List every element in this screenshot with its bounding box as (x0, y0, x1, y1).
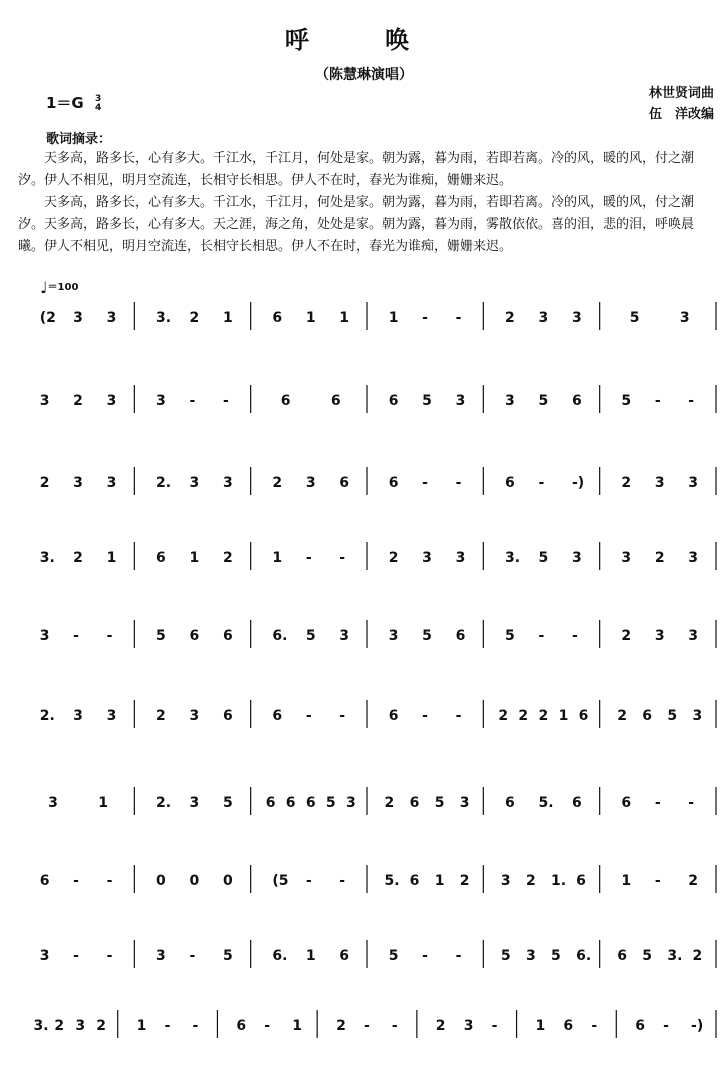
score-note: 2 (54, 1018, 65, 1034)
score-note: 5 (505, 628, 515, 644)
score-note: 3 (106, 708, 117, 724)
score-note: 5 (222, 948, 233, 964)
score-note: 1 (558, 708, 569, 724)
score-note: 6 (222, 628, 233, 644)
score-note: 5 (538, 393, 549, 409)
score-note: 5 (422, 393, 432, 409)
score-note: 5 (388, 948, 399, 964)
score-row (33, 1010, 716, 1038)
score-note: 6. (272, 628, 288, 644)
score-note: 6 (563, 1018, 574, 1034)
score-note: 6. (272, 948, 288, 964)
score-note: 3 (688, 550, 699, 566)
score-note: 1. (551, 873, 567, 889)
score-note: 3 (388, 628, 399, 644)
score-note: - (222, 393, 229, 409)
score-note: 6 (272, 708, 283, 724)
score-note: (5 (272, 873, 289, 889)
score-note: 6 (617, 948, 627, 964)
score-row (48, 787, 716, 815)
score-row (40, 865, 716, 893)
score-note: - (455, 948, 462, 964)
score-note: 6 (272, 310, 283, 326)
score-note: 5 (621, 393, 632, 409)
score-note: 3. (667, 948, 683, 964)
score-note: 5 (551, 948, 561, 964)
score-note: 2 (617, 708, 627, 724)
score-note: 2 (692, 948, 703, 964)
score-note: 5 (325, 795, 336, 811)
score-note: 5 (305, 628, 316, 644)
score-note: 6. (576, 948, 592, 964)
score-note: 2 (518, 708, 529, 724)
score-note: 6 (635, 1018, 645, 1034)
score-note: 6 (576, 873, 586, 889)
score-note: 2 (435, 1018, 446, 1034)
score-note: 2 (505, 310, 515, 326)
score-note: 2 (336, 1018, 346, 1034)
score-note: 3 (345, 795, 356, 811)
lyrics-label: 歌词摘录： (46, 132, 112, 147)
score-note: 3. (33, 1018, 49, 1034)
score-note: 2 (189, 310, 200, 326)
score-note: 1 (305, 310, 316, 326)
score-note: - (654, 873, 661, 889)
score-note: 6 (505, 475, 515, 491)
score-row (40, 542, 716, 570)
tempo-value: ＝100 (47, 282, 79, 293)
score-note: 3 (106, 393, 117, 409)
score-note: 3 (459, 795, 470, 811)
score-note: 6 (505, 795, 515, 811)
score-note: 3 (189, 708, 200, 724)
score-note: 3 (106, 310, 117, 326)
score-note: 3 (39, 948, 50, 964)
score-note: - (422, 310, 428, 326)
score-note: 3 (73, 310, 83, 326)
score-note: 3 (222, 475, 233, 491)
score-row (40, 467, 716, 495)
score-note: 6 (571, 795, 582, 811)
score-note: - (189, 948, 196, 964)
score-note: 5 (538, 550, 549, 566)
score-note: 3 (571, 550, 582, 566)
score-note: 5 (642, 948, 653, 964)
score-note: 3 (455, 550, 466, 566)
score-note: - (339, 708, 346, 724)
score-note: - (364, 1018, 370, 1034)
score-note: 5 (156, 628, 166, 644)
score-note: 1 (136, 1018, 147, 1034)
score-note: 6 (39, 873, 50, 889)
score-note: 6 (156, 550, 166, 566)
score-note: 1 (621, 873, 632, 889)
score-note: 5. (538, 795, 554, 811)
score-note: 3 (463, 1018, 474, 1034)
score-note: 2 (272, 475, 283, 491)
score-note: 3 (455, 393, 466, 409)
score-note: -) (571, 475, 585, 491)
score-note: 6 (409, 873, 420, 889)
page-title: 呼 唤 (284, 25, 444, 54)
quarter-note-icon: ♩ (40, 278, 48, 297)
score-note: 1 (388, 310, 399, 326)
score-note: 3 (621, 550, 632, 566)
score-row (40, 302, 716, 330)
score-note: 3 (538, 310, 549, 326)
score-note: - (455, 475, 462, 491)
score-note: - (491, 1018, 498, 1034)
score-note: 3 (688, 628, 699, 644)
score-row (40, 385, 716, 413)
score-note: 5 (667, 708, 678, 724)
score-note: - (73, 628, 79, 644)
score-note: 1 (98, 795, 108, 811)
score-note: - (73, 948, 79, 964)
score-note: 5 (222, 795, 233, 811)
score-note: 2 (459, 873, 470, 889)
score-note: 3. (39, 550, 55, 566)
score-note: 3 (571, 310, 582, 326)
score-note: 3 (75, 1018, 86, 1034)
score-note: - (422, 948, 428, 964)
score-note: 6 (339, 948, 350, 964)
score-note: 3 (189, 475, 200, 491)
score-note: 2 (222, 550, 233, 566)
score-note: 0 (156, 873, 166, 889)
score-note: - (571, 628, 578, 644)
score-note: - (189, 393, 196, 409)
score-note: - (538, 628, 545, 644)
score-note: 6 (305, 795, 316, 811)
score-note: - (591, 1018, 598, 1034)
score-note: 5. (384, 873, 400, 889)
score-note: 1 (222, 310, 233, 326)
score-note: 2 (73, 550, 83, 566)
score-note: 6 (330, 393, 341, 409)
score-note: 3. (156, 310, 172, 326)
subtitle: （陈慧琳演唱） (315, 67, 413, 83)
score-note: 3 (156, 393, 166, 409)
score-note: - (192, 1018, 199, 1034)
score-note: 3 (688, 475, 699, 491)
score-note: - (422, 475, 428, 491)
score-note: 1 (292, 1018, 302, 1034)
score-note: 6 (236, 1018, 247, 1034)
score-note: 3 (654, 628, 665, 644)
score-note: -) (691, 1018, 704, 1034)
score-note: 6 (189, 628, 200, 644)
score-note: 6 (280, 393, 291, 409)
score-note: - (106, 628, 113, 644)
score-note: - (305, 873, 312, 889)
score-note: 3 (339, 628, 350, 644)
score-note: 2 (498, 708, 509, 724)
score-note: - (455, 310, 462, 326)
score-note: 3 (73, 475, 83, 491)
score-note: 6 (621, 795, 632, 811)
score-note: 6 (409, 795, 420, 811)
score-note: 0 (222, 873, 233, 889)
score-note: 2 (621, 475, 632, 491)
score-note: 3 (500, 873, 511, 889)
score-note: 2 (525, 873, 536, 889)
key-label: 1＝G (46, 94, 84, 112)
score-note: 3 (305, 475, 316, 491)
score-note: 2. (156, 795, 172, 811)
score-note: - (688, 795, 695, 811)
score-note: 6 (222, 708, 233, 724)
score-note: - (264, 1018, 271, 1034)
score-note: - (164, 1018, 171, 1034)
score-note: - (538, 475, 545, 491)
score-note: 5 (422, 628, 432, 644)
score-note: 2 (688, 873, 699, 889)
score-note: 6 (388, 475, 399, 491)
score-note: - (339, 550, 346, 566)
credit-lyrics-music: 林世贤词曲 (648, 86, 714, 101)
lyrics-paragraph-2: 天多高，路多长，心有多大。千江水，千江月，何处是家。朝为露，暮为雨，若即若离。冷的风，暖的风，付之潮汐。天多高，路多长，心有多大。天之涯，海之角，处处是家。朝为露，暮为雨，雾散依依。喜的泪，悲的泪，呼唤晨曦。伊人不相见，明月空流连，长相守长相思。伊人不在时，春光为谁痴，姗姗来迟。 (18, 195, 695, 254)
score-note: - (73, 873, 79, 889)
score-note: 2 (73, 393, 83, 409)
score-row (40, 700, 716, 728)
score-note: - (305, 550, 312, 566)
score-note: 2. (39, 708, 55, 724)
score-note: 1 (106, 550, 117, 566)
score-row (40, 940, 716, 968)
score-note: - (305, 708, 312, 724)
score-note: 2. (156, 475, 172, 491)
score-note: 3 (39, 628, 50, 644)
score-note: 6 (388, 393, 399, 409)
score-note: 2 (388, 550, 399, 566)
score-note: 5 (500, 948, 511, 964)
score-note: 1 (305, 948, 316, 964)
score-row (40, 620, 716, 648)
score-note: 3 (48, 795, 58, 811)
score-note: - (422, 708, 428, 724)
score-note: - (106, 948, 113, 964)
score-note: - (688, 393, 695, 409)
score-note: 3 (525, 948, 536, 964)
score-note: 3 (106, 475, 117, 491)
score-note: 3 (505, 393, 515, 409)
score-note: 1 (535, 1018, 546, 1034)
time-top: 3 (94, 93, 102, 104)
score-note: 5 (434, 795, 445, 811)
score-note: 6 (265, 795, 276, 811)
score-note: 0 (189, 873, 200, 889)
score-note: - (339, 873, 346, 889)
score-note: 5 (629, 310, 640, 326)
score-note: 6 (339, 475, 350, 491)
score-note: 3 (692, 708, 703, 724)
score-note: - (663, 1018, 669, 1034)
score-note: 6 (388, 708, 399, 724)
score-note: 2 (654, 550, 665, 566)
credit-arranger: 伍 洋改编 (648, 107, 714, 122)
score-note: - (455, 708, 462, 724)
score-note: 2 (96, 1018, 106, 1034)
score-note: 1 (339, 310, 350, 326)
score-note: - (106, 873, 113, 889)
score-note: - (654, 795, 661, 811)
score-note: 2 (538, 708, 549, 724)
score-note: 2 (39, 475, 50, 491)
score-note: (2 (39, 310, 56, 326)
score-note: 1 (272, 550, 283, 566)
score-note: 2 (384, 795, 395, 811)
lyrics-paragraph-1: 天多高，路多长，心有多大。千江水，千江月，何处是家。朝为露，暮为雨，若即若离。冷的风，暖的风，付之潮汐。伊人不相见，明月空流连，长相守长相思。伊人不在时，春光为谁痴，姗姗来迟。 (18, 151, 695, 188)
score-note: 6 (455, 628, 466, 644)
score-note: 6 (578, 708, 589, 724)
score-note: 3 (189, 795, 200, 811)
score-note: - (654, 393, 661, 409)
score-note: 3 (73, 708, 83, 724)
score-note: - (391, 1018, 398, 1034)
score-note: 3 (422, 550, 432, 566)
score-note: 3. (505, 550, 521, 566)
score-note: 6 (285, 795, 296, 811)
score-note: 3 (156, 948, 166, 964)
score-note: 3 (39, 393, 50, 409)
score-note: 3 (679, 310, 690, 326)
score-note: 6 (642, 708, 653, 724)
score-note: 1 (189, 550, 200, 566)
score-note: 3 (654, 475, 665, 491)
score-note: 2 (156, 708, 166, 724)
score-note: 1 (434, 873, 445, 889)
score-note: 2 (621, 628, 632, 644)
score-note: 6 (571, 393, 582, 409)
time-bottom: 4 (94, 102, 102, 113)
